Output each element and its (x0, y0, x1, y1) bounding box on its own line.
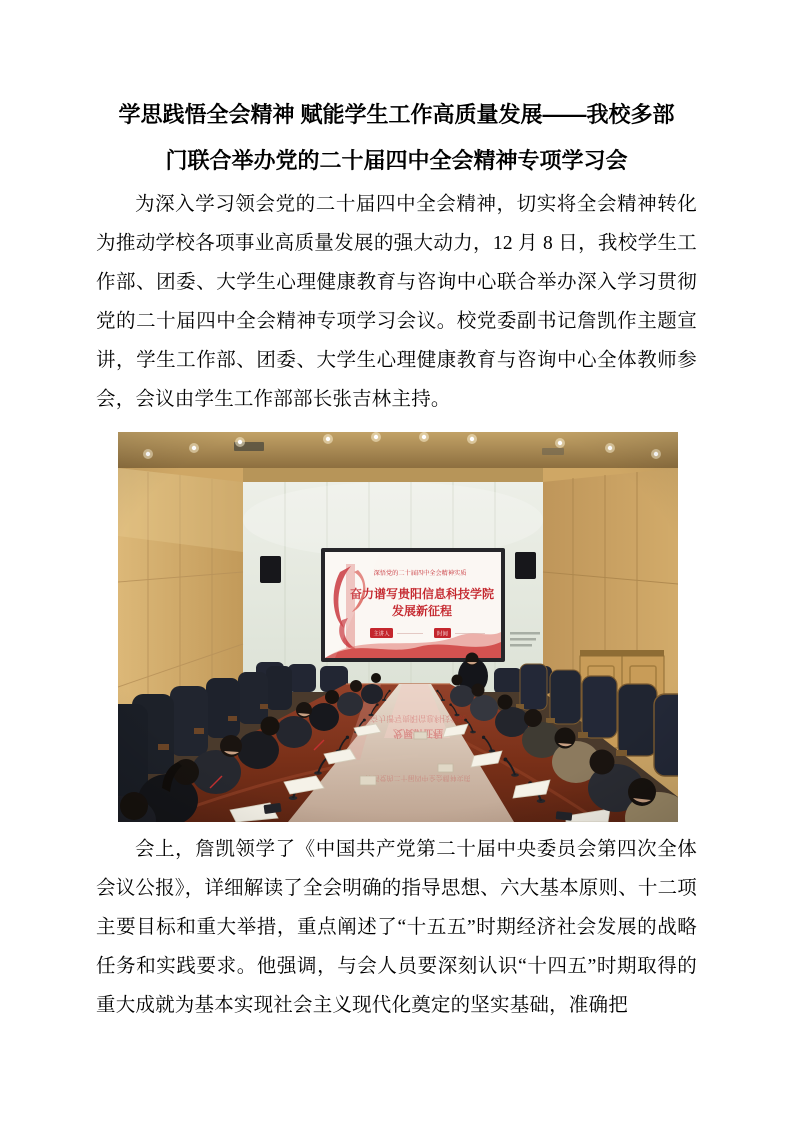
article-title (96, 92, 697, 184)
paragraph-2: 会上，詹凯领学了《中国共产党第二十届中央委员会第四次全体会议公报》，详细解读了全会明确的指导思想、六大基本原则、十二项主要目标和重大举措，重点阐述了“十五五”时期经济社会发展的战略任务和实践要求。他强调，与会人员要深刻认识“十四五”时期取得的重大成就为基本实现社会主义现代化奠定的坚实基础，准确把 (96, 839, 697, 1016)
title-line-1: 学思践悟全会精神 赋能学生工作高质量发展——我校多部 (118, 102, 675, 127)
title-line-2: 门联合举办党的二十届四中全会精神专项学习会 (165, 148, 628, 173)
vignette (118, 432, 678, 822)
meeting-photo[interactable] (118, 432, 678, 822)
meeting-room-illustration (118, 432, 678, 822)
paragraph-1: 为深入学习领会党的二十届四中全会精神，切实将全会精神转化为推动学校各项事业高质量发展的强大动力，12 月 8 日，我校学生工作部、团委、大学生心理健康教育与咨询中心联合举办深入学习贯彻党的二十届四中全会精神专项学习会议。校党委副书记詹凯作主题宣讲，学生工作部、团委、大学生心理健康教育与咨询中心全体教师参会，会议由学生工作部部长张吉林主持。 (96, 194, 697, 410)
